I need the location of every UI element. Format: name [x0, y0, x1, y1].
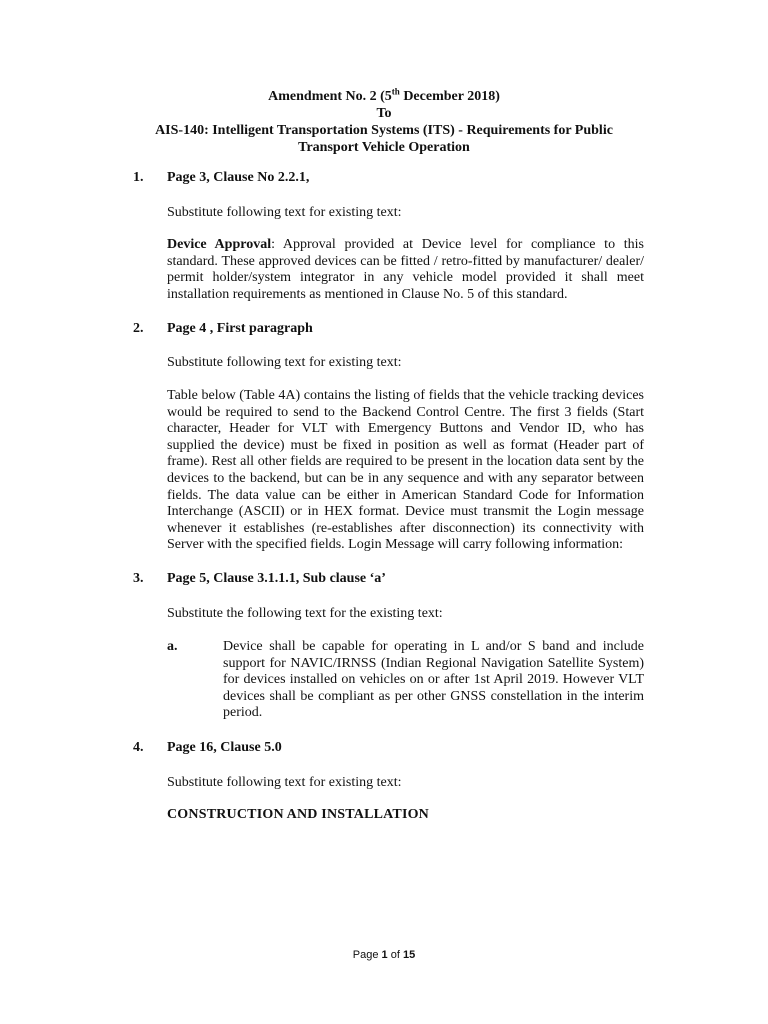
- sub-clause-body: Device shall be capable for operating in L and/or S band and include support for NAVIC/IRNSS (Indian Regional Navigation Satellite System) for devices installed on vehicles on or after 1st April 2019. However VLT devices shall be compliant as per other GNSS constellation in the interim period.: [223, 639, 644, 721]
- section-3-heading: Page 5, Clause 3.1.1.1, Sub clause ‘a’: [167, 571, 386, 586]
- construction-installation-title: CONSTRUCTION AND INSTALLATION: [167, 807, 429, 822]
- section-4-number: 4.: [133, 740, 144, 755]
- footer-total-pages: 15: [402, 949, 416, 961]
- footer-page-word: Page: [352, 949, 382, 961]
- device-approval-term: Device Approval: [167, 237, 272, 252]
- section-1-heading: Page 3, Clause No 2.2.1,: [167, 170, 310, 185]
- section-1-body-text: : Approval provided at Device level for compliance to this standard. These approved devices can be fitted / retro-fitted by manufacturer/ dealer/ permit holder/system integrator in any vehicle model provided it shall meet installation requirements as mentioned in Clause No. 5 of this standard.: [167, 237, 644, 302]
- sub-clause-letter: a.: [167, 639, 178, 654]
- amendment-line: [100, 88, 668, 105]
- to-line: To: [376, 106, 392, 121]
- section-2-instruction: Substitute following text for existing text:: [167, 355, 402, 370]
- document-title-block: [100, 88, 668, 156]
- amendment-prefix: Amendment No. 2 (5: [268, 89, 392, 104]
- footer-of-word: of: [387, 949, 403, 961]
- title-line-2: Transport Vehicle Operation: [298, 140, 470, 155]
- amendment-sup: th: [391, 86, 400, 97]
- footer-current-page: 1: [381, 949, 388, 961]
- section-4-instruction: Substitute following text for existing text:: [167, 775, 402, 790]
- section-2-heading: Page 4 , First paragraph: [167, 321, 313, 336]
- page-footer: [0, 949, 768, 961]
- section-2-body: Table below (Table 4A) contains the listing of fields that the vehicle tracking devices would be required to send to the Backend Control Centre. The first 3 fields (Start character, Header for VLT with Emergency Buttons and Vendor ID, who has supplied the device) must be fixed in position as well as format (Header part of frame). Rest all other fields are required to be present in the location data sent by the devices to the backend, but can be in any sequence and with any separator between fields. The data value can be either in American Standard Code for Information Interchange (ASCII) or in HEX format. Device must transmit the Login message whenever it establishes (re-establishes after disconnection) its connectivity with Server with the specified fields. Login Message will carry following information:: [167, 388, 644, 553]
- title-line-1: AIS-140: Intelligent Transportation Systems (ITS) - Requirements for Public: [155, 123, 613, 138]
- section-1-instruction: Substitute following text for existing text:: [167, 205, 402, 220]
- section-1-number: 1.: [133, 170, 144, 185]
- section-3-instruction: Substitute the following text for the existing text:: [167, 606, 443, 621]
- section-1-body: [167, 237, 644, 303]
- section-4-heading: Page 16, Clause 5.0: [167, 740, 282, 755]
- section-2-number: 2.: [133, 321, 144, 336]
- section-3-number: 3.: [133, 571, 144, 586]
- amendment-suffix: December 2018): [399, 89, 500, 104]
